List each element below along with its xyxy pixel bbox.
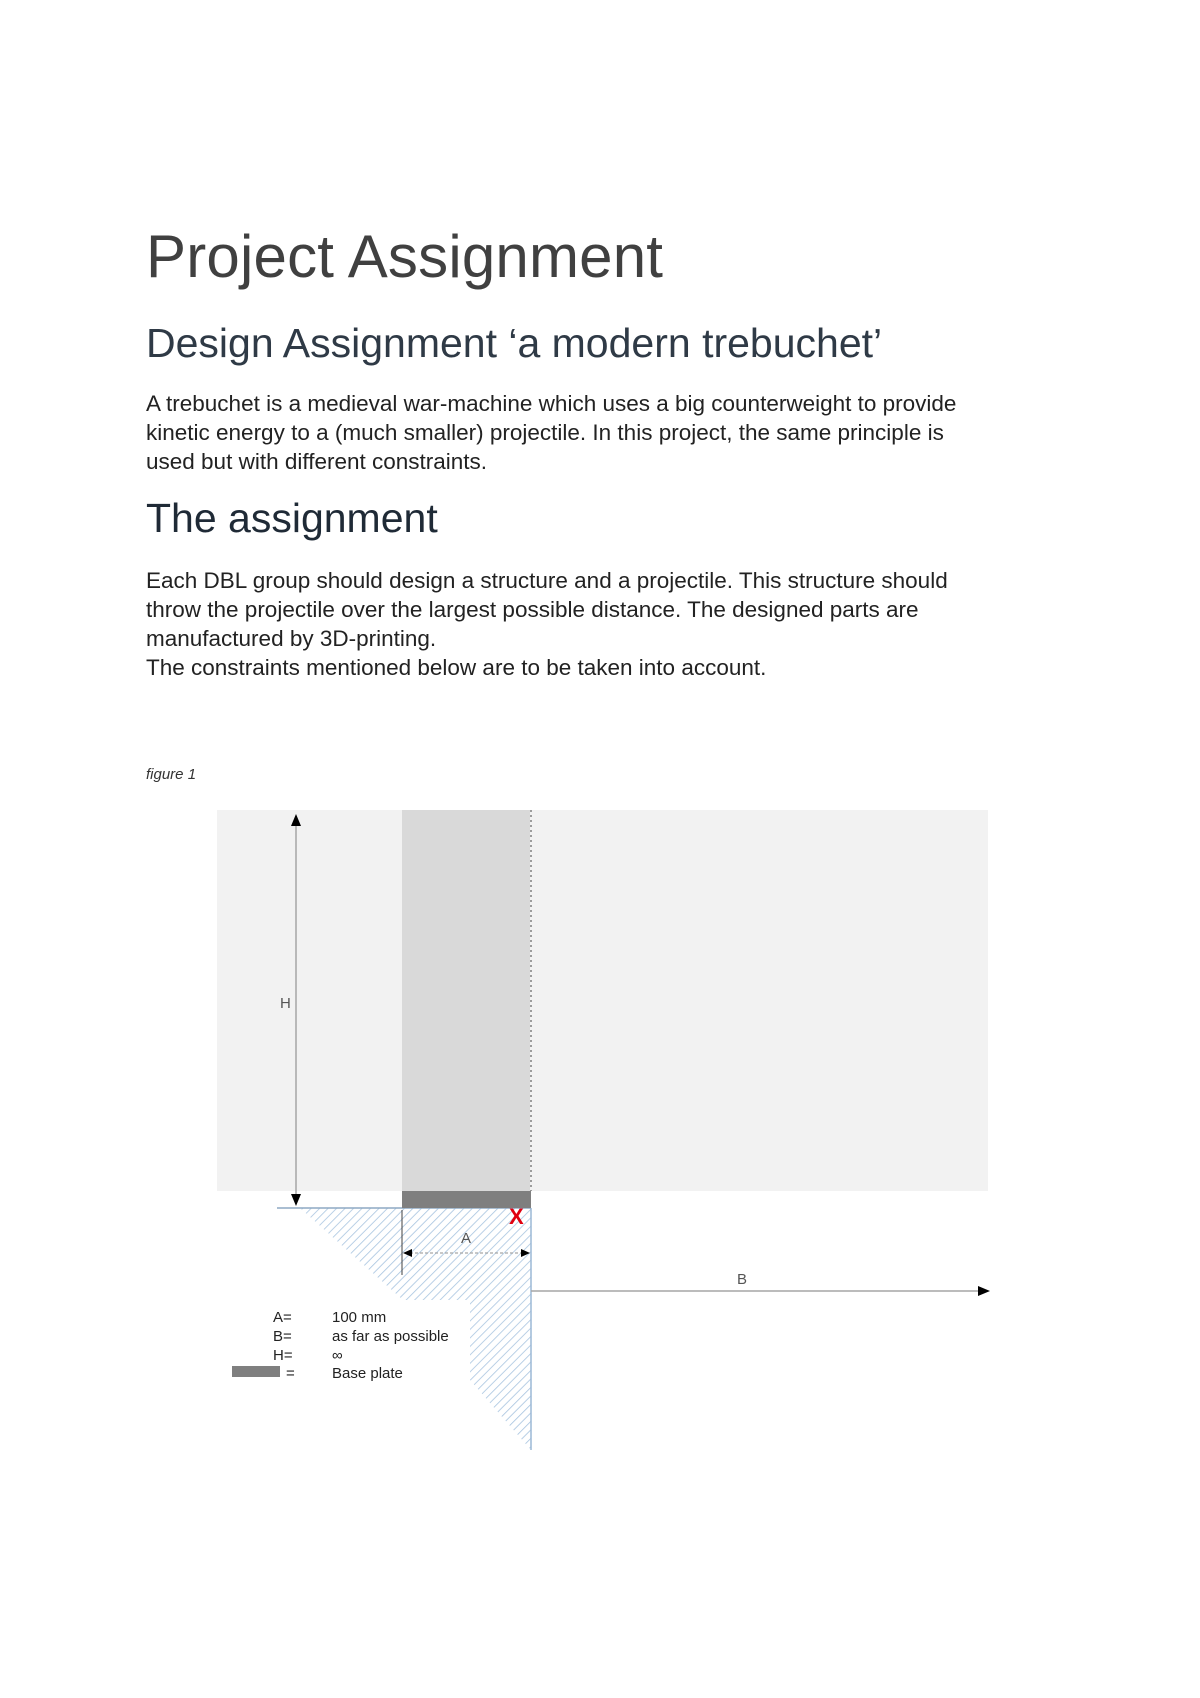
intro-line: kinetic energy to a (much smaller) projectile. In this project, the same principle is — [146, 420, 944, 445]
assignment-line: Each DBL group should design a structure and a projectile. This structure should — [146, 568, 948, 593]
launch-point-marker: X — [509, 1204, 524, 1229]
assignment-line: The constraints mentioned below are to be taken into account. — [146, 655, 767, 680]
assignment-line: manufactured by 3D-printing. — [146, 626, 437, 651]
figure-legend — [232, 1309, 449, 1382]
a-label: A — [461, 1230, 472, 1247]
b-label: B — [737, 1271, 748, 1288]
h-label: H — [280, 995, 291, 1012]
b-arrow-right — [978, 1286, 990, 1296]
legend-key-a: A= — [273, 1309, 292, 1326]
legend-base-plate-swatch — [232, 1366, 280, 1377]
legend-value-base-plate: Base plate — [332, 1365, 403, 1382]
legend-key-base-plate: = — [286, 1365, 295, 1382]
figure-caption: figure 1 — [146, 766, 197, 783]
legend-value-h: ∞ — [332, 1347, 343, 1364]
section-heading: The assignment — [146, 495, 438, 541]
legend-value-b: as far as possible — [332, 1328, 449, 1345]
legend-key-h: H= — [273, 1347, 293, 1364]
assignment-line: throw the projectile over the largest possible distance. The designed parts are — [146, 597, 919, 622]
intro-line: used but with different constraints. — [146, 449, 488, 474]
subtitle: Design Assignment ‘a modern trebuchet’ — [146, 320, 883, 366]
figure-background — [217, 810, 988, 1191]
legend-key-b: B= — [273, 1328, 292, 1345]
page-title: Project Assignment — [146, 223, 664, 290]
legend-value-a: 100 mm — [332, 1309, 387, 1326]
h-arrow-bottom — [291, 1194, 301, 1206]
intro-line: A trebuchet is a medieval war-machine which uses a big counterweight to provide — [146, 391, 957, 416]
structure-column — [402, 810, 530, 1191]
